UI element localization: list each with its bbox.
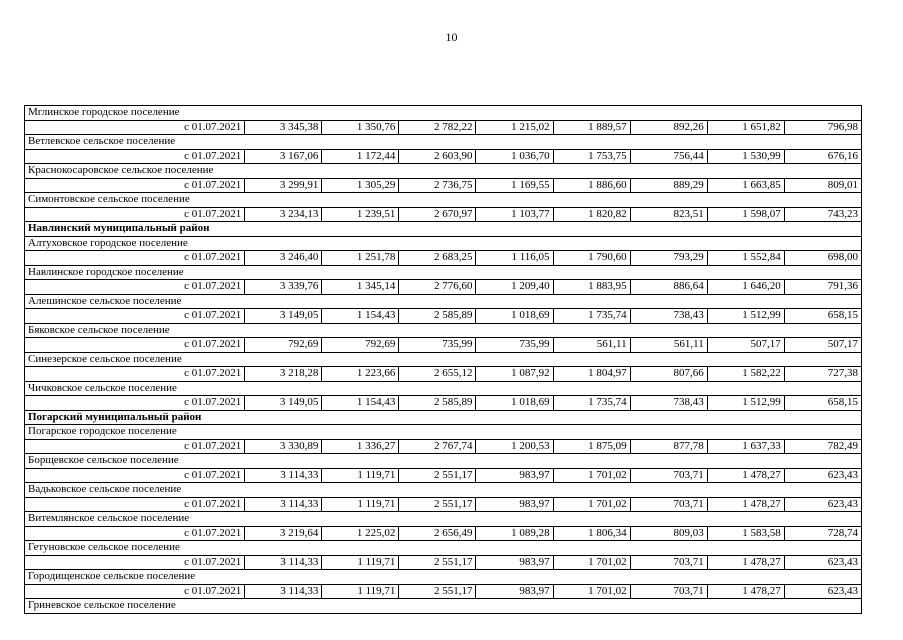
- tariff-table-body: [25, 106, 862, 614]
- value-cell: 3 345,38: [245, 120, 322, 135]
- value-cell: 1 018,69: [476, 396, 553, 411]
- value-cell: 809,01: [784, 178, 861, 193]
- value-cell: 703,71: [630, 555, 707, 570]
- value-cell: 1 875,09: [553, 439, 630, 454]
- value-cell: 676,16: [784, 149, 861, 164]
- settlement-name-row: [25, 352, 862, 367]
- value-cell: 3 167,06: [245, 149, 322, 164]
- value-cell: 1 735,74: [553, 396, 630, 411]
- value-cell: 796,98: [784, 120, 861, 135]
- value-cell: 1 651,82: [707, 120, 784, 135]
- value-cell: 507,17: [784, 338, 861, 353]
- table-row: [25, 396, 862, 411]
- value-cell: 1 889,57: [553, 120, 630, 135]
- value-cell: 728,74: [784, 526, 861, 541]
- value-cell: 791,36: [784, 280, 861, 295]
- table-row: [25, 309, 862, 324]
- value-cell: 2 551,17: [399, 555, 476, 570]
- value-cell: 1 583,58: [707, 526, 784, 541]
- value-cell: 1 036,70: [476, 149, 553, 164]
- value-cell: 3 339,76: [245, 280, 322, 295]
- value-cell: 507,17: [707, 338, 784, 353]
- date-cell: с 01.07.2021: [25, 497, 245, 512]
- settlement-name: Алтуховское городское поселение: [25, 236, 862, 251]
- value-cell: 1 089,28: [476, 526, 553, 541]
- date-cell: с 01.07.2021: [25, 251, 245, 266]
- value-cell: 2 551,17: [399, 497, 476, 512]
- district-header-row: [25, 222, 862, 237]
- settlement-name: Гриневское сельское поселение: [25, 599, 862, 614]
- value-cell: 2 655,12: [399, 367, 476, 382]
- value-cell: 623,43: [784, 555, 861, 570]
- settlement-name: Мглинское городское поселение: [25, 106, 862, 121]
- value-cell: 3 149,05: [245, 396, 322, 411]
- table-row: [25, 280, 862, 295]
- value-cell: 1 598,07: [707, 207, 784, 222]
- settlement-name: Чичковское сельское поселение: [25, 381, 862, 396]
- value-cell: 743,23: [784, 207, 861, 222]
- value-cell: 792,69: [322, 338, 399, 353]
- table-row: [25, 178, 862, 193]
- value-cell: 2 670,97: [399, 207, 476, 222]
- value-cell: 2 776,60: [399, 280, 476, 295]
- table-row: [25, 439, 862, 454]
- value-cell: 1 200,53: [476, 439, 553, 454]
- value-cell: 1 154,43: [322, 396, 399, 411]
- value-cell: 983,97: [476, 584, 553, 599]
- value-cell: 1 350,76: [322, 120, 399, 135]
- value-cell: 1 169,55: [476, 178, 553, 193]
- table-row: [25, 207, 862, 222]
- settlement-name: Синезерское сельское поселение: [25, 352, 862, 367]
- value-cell: 727,38: [784, 367, 861, 382]
- settlement-name: Ветлевское сельское поселение: [25, 135, 862, 150]
- value-cell: 561,11: [630, 338, 707, 353]
- date-cell: с 01.07.2021: [25, 526, 245, 541]
- value-cell: 2 603,90: [399, 149, 476, 164]
- value-cell: 3 114,33: [245, 497, 322, 512]
- date-cell: с 01.07.2021: [25, 280, 245, 295]
- value-cell: 1 119,71: [322, 584, 399, 599]
- table-row: [25, 120, 862, 135]
- settlement-name-row: [25, 236, 862, 251]
- value-cell: 1 087,92: [476, 367, 553, 382]
- value-cell: 3 299,91: [245, 178, 322, 193]
- settlement-name-row: [25, 164, 862, 179]
- value-cell: 738,43: [630, 396, 707, 411]
- value-cell: 1 753,75: [553, 149, 630, 164]
- value-cell: 886,64: [630, 280, 707, 295]
- value-cell: 823,51: [630, 207, 707, 222]
- settlement-name-row: [25, 135, 862, 150]
- value-cell: 1 478,27: [707, 468, 784, 483]
- settlement-name: Вадьковское сельское поселение: [25, 483, 862, 498]
- settlement-name-row: [25, 570, 862, 585]
- value-cell: 983,97: [476, 555, 553, 570]
- value-cell: 2 683,25: [399, 251, 476, 266]
- value-cell: 1 530,99: [707, 149, 784, 164]
- value-cell: 1 552,84: [707, 251, 784, 266]
- value-cell: 1 701,02: [553, 468, 630, 483]
- value-cell: 3 114,33: [245, 468, 322, 483]
- value-cell: 1 116,05: [476, 251, 553, 266]
- settlement-name-row: [25, 483, 862, 498]
- settlement-name-row: [25, 294, 862, 309]
- value-cell: 1 119,71: [322, 555, 399, 570]
- value-cell: 738,43: [630, 309, 707, 324]
- value-cell: 623,43: [784, 468, 861, 483]
- value-cell: 1 820,82: [553, 207, 630, 222]
- value-cell: 1 119,71: [322, 497, 399, 512]
- value-cell: 892,26: [630, 120, 707, 135]
- value-cell: 1 336,27: [322, 439, 399, 454]
- value-cell: 703,71: [630, 584, 707, 599]
- value-cell: 1 804,97: [553, 367, 630, 382]
- settlement-name-row: [25, 599, 862, 614]
- table-row: [25, 526, 862, 541]
- value-cell: 623,43: [784, 584, 861, 599]
- value-cell: 3 149,05: [245, 309, 322, 324]
- value-cell: 623,43: [784, 497, 861, 512]
- value-cell: 1 345,14: [322, 280, 399, 295]
- district-header-row: [25, 410, 862, 425]
- value-cell: 1 478,27: [707, 555, 784, 570]
- table-row: [25, 468, 862, 483]
- settlement-name: Гетуновское сельское поселение: [25, 541, 862, 556]
- value-cell: 983,97: [476, 497, 553, 512]
- district-name: Погарский муниципальный район: [25, 410, 862, 425]
- table-row: [25, 367, 862, 382]
- settlement-name-row: [25, 381, 862, 396]
- value-cell: 1 883,95: [553, 280, 630, 295]
- date-cell: с 01.07.2021: [25, 367, 245, 382]
- value-cell: 1 154,43: [322, 309, 399, 324]
- value-cell: 2 551,17: [399, 468, 476, 483]
- date-cell: с 01.07.2021: [25, 468, 245, 483]
- value-cell: 889,29: [630, 178, 707, 193]
- date-cell: с 01.07.2021: [25, 149, 245, 164]
- value-cell: 793,29: [630, 251, 707, 266]
- settlement-name: Краснокосаровское сельское поселение: [25, 164, 862, 179]
- table-row: [25, 497, 862, 512]
- value-cell: 2 585,89: [399, 309, 476, 324]
- value-cell: 782,49: [784, 439, 861, 454]
- table-row: [25, 338, 862, 353]
- settlement-name-row: [25, 193, 862, 208]
- settlement-name-row: [25, 425, 862, 440]
- value-cell: 1 018,69: [476, 309, 553, 324]
- value-cell: 1 251,78: [322, 251, 399, 266]
- table-row: [25, 149, 862, 164]
- settlement-name: Погарское городское поселение: [25, 425, 862, 440]
- settlement-name: Городищенское сельское поселение: [25, 570, 862, 585]
- value-cell: 2 767,74: [399, 439, 476, 454]
- value-cell: 1 225,02: [322, 526, 399, 541]
- value-cell: 3 114,33: [245, 584, 322, 599]
- value-cell: 2 782,22: [399, 120, 476, 135]
- value-cell: 658,15: [784, 309, 861, 324]
- value-cell: 735,99: [476, 338, 553, 353]
- date-cell: с 01.07.2021: [25, 309, 245, 324]
- page-number: 10: [445, 30, 458, 44]
- value-cell: 807,66: [630, 367, 707, 382]
- value-cell: 1 735,74: [553, 309, 630, 324]
- settlement-name: Бяковское сельское поселение: [25, 323, 862, 338]
- date-cell: с 01.07.2021: [25, 178, 245, 193]
- value-cell: 1 886,60: [553, 178, 630, 193]
- table-row: [25, 584, 862, 599]
- value-cell: 2 736,75: [399, 178, 476, 193]
- value-cell: 3 218,28: [245, 367, 322, 382]
- value-cell: 983,97: [476, 468, 553, 483]
- value-cell: 3 234,13: [245, 207, 322, 222]
- value-cell: 658,15: [784, 396, 861, 411]
- value-cell: 809,03: [630, 526, 707, 541]
- value-cell: 1 790,60: [553, 251, 630, 266]
- district-name: Навлинский муниципальный район: [25, 222, 862, 237]
- settlement-name: Борщевское сельское поселение: [25, 454, 862, 469]
- settlement-name-row: [25, 512, 862, 527]
- value-cell: 756,44: [630, 149, 707, 164]
- value-cell: 2 551,17: [399, 584, 476, 599]
- settlement-name-row: [25, 265, 862, 280]
- date-cell: с 01.07.2021: [25, 338, 245, 353]
- value-cell: 1 512,99: [707, 396, 784, 411]
- table-row: [25, 555, 862, 570]
- settlement-name: Навлинское городское поселение: [25, 265, 862, 280]
- value-cell: 792,69: [245, 338, 322, 353]
- value-cell: 703,71: [630, 468, 707, 483]
- value-cell: 1 119,71: [322, 468, 399, 483]
- value-cell: 1 215,02: [476, 120, 553, 135]
- value-cell: 1 701,02: [553, 584, 630, 599]
- value-cell: 877,78: [630, 439, 707, 454]
- value-cell: 1 582,22: [707, 367, 784, 382]
- value-cell: 561,11: [553, 338, 630, 353]
- value-cell: 3 330,89: [245, 439, 322, 454]
- tariff-table: [24, 105, 862, 614]
- value-cell: 1 663,85: [707, 178, 784, 193]
- date-cell: с 01.07.2021: [25, 207, 245, 222]
- table-row: [25, 251, 862, 266]
- value-cell: 1 172,44: [322, 149, 399, 164]
- date-cell: с 01.07.2021: [25, 584, 245, 599]
- value-cell: 735,99: [399, 338, 476, 353]
- settlement-name-row: [25, 323, 862, 338]
- value-cell: 1 103,77: [476, 207, 553, 222]
- value-cell: 3 114,33: [245, 555, 322, 570]
- settlement-name: Алешинское сельское поселение: [25, 294, 862, 309]
- value-cell: 1 512,99: [707, 309, 784, 324]
- date-cell: с 01.07.2021: [25, 439, 245, 454]
- value-cell: 1 478,27: [707, 584, 784, 599]
- date-cell: с 01.07.2021: [25, 120, 245, 135]
- value-cell: 1 701,02: [553, 497, 630, 512]
- value-cell: 703,71: [630, 497, 707, 512]
- settlement-name-row: [25, 454, 862, 469]
- settlement-name-row: [25, 106, 862, 121]
- value-cell: 1 223,66: [322, 367, 399, 382]
- settlement-name: Витемлянское сельское поселение: [25, 512, 862, 527]
- value-cell: 1 701,02: [553, 555, 630, 570]
- settlement-name-row: [25, 541, 862, 556]
- value-cell: 2 585,89: [399, 396, 476, 411]
- value-cell: 3 246,40: [245, 251, 322, 266]
- date-cell: с 01.07.2021: [25, 396, 245, 411]
- value-cell: 1 209,40: [476, 280, 553, 295]
- settlement-name: Симонтовское сельское поселение: [25, 193, 862, 208]
- value-cell: 698,00: [784, 251, 861, 266]
- value-cell: 1 646,20: [707, 280, 784, 295]
- value-cell: 1 239,51: [322, 207, 399, 222]
- value-cell: 1 637,33: [707, 439, 784, 454]
- value-cell: 1 806,34: [553, 526, 630, 541]
- value-cell: 3 219,64: [245, 526, 322, 541]
- value-cell: 1 478,27: [707, 497, 784, 512]
- value-cell: 1 305,29: [322, 178, 399, 193]
- value-cell: 2 656,49: [399, 526, 476, 541]
- date-cell: с 01.07.2021: [25, 555, 245, 570]
